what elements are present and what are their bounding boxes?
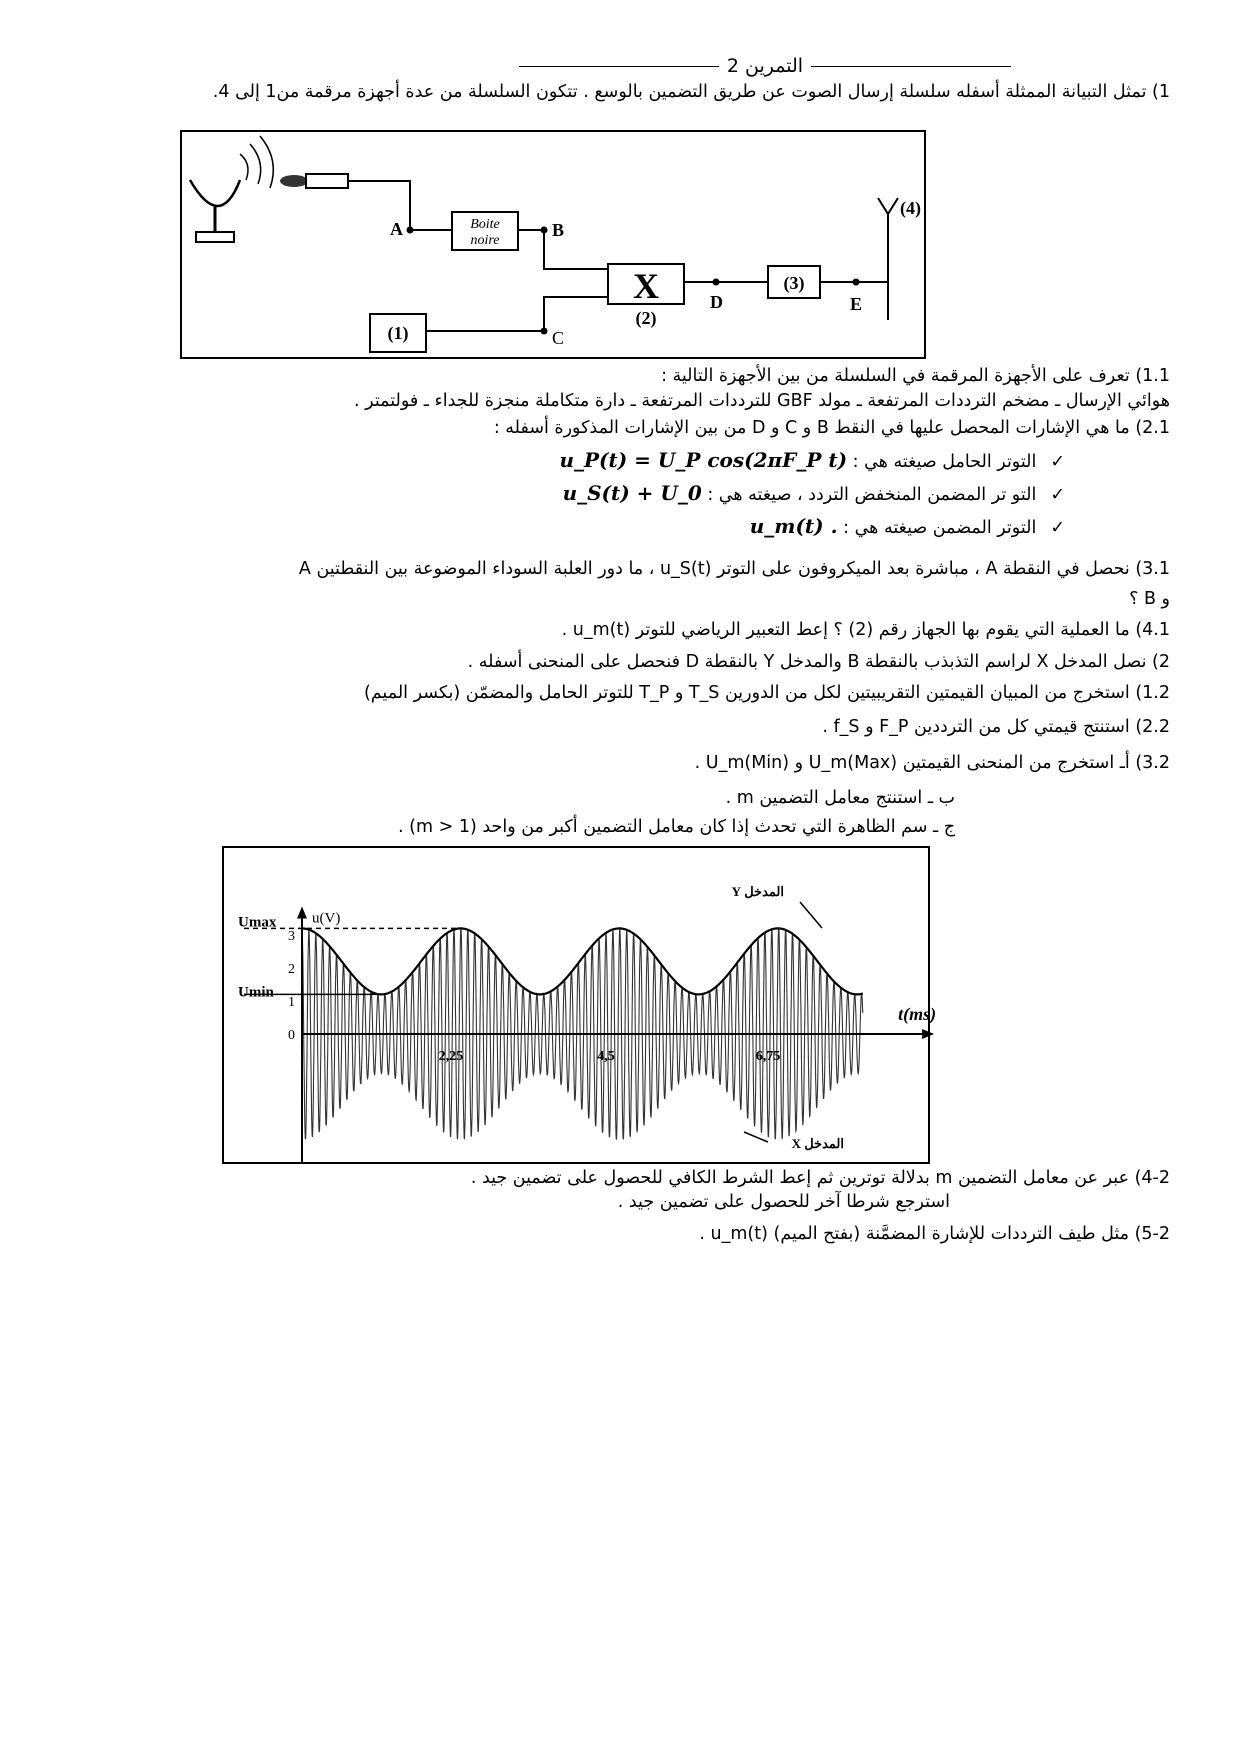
umax-label: Umax	[238, 914, 277, 931]
channel-y-arrow	[800, 902, 822, 928]
low-freq-formula: u_S(t) + U_0	[562, 481, 702, 505]
check-icon: ✓	[1050, 518, 1065, 538]
intro-text: 1) تمثل التبيانة الممثلة أسفله سلسلة إرسال الصوت عن طريق التضمين بالوسع . تتكون السلسلة من عدة أجهزة مرقمة من1 إلى 4.	[212, 82, 1170, 102]
y-tick-label-0: 0	[288, 1028, 295, 1043]
bullet-carrier	[70, 448, 1065, 474]
x-axis-label: t(ms)	[898, 1004, 937, 1024]
question-4-2-line-1: 4-2) عبر عن معامل التضمين m بدلالة توترين ثم إعط الشرط الكافي للحصول على تضمين جيد .	[470, 1168, 1170, 1188]
carrier-formula: u_P(t) = U_P cos(2πF_P t)	[559, 448, 848, 472]
node-D-label: D	[710, 292, 723, 312]
title-rule-left	[519, 66, 719, 67]
chart-axes	[244, 907, 937, 1165]
question-2-1: 2.1) ما هي الإشارات المحصل عليها في النقط B و C و D من بين الإشارات المذكورة أسفله :	[493, 418, 1170, 438]
part-2-intro: 2) نصل المدخل X لراسم التذبذب بالنقطة B والمدخل Y بالنقطة D فنحصل على المنحنى أسفله .	[467, 652, 1170, 672]
node-B-label: B	[552, 220, 565, 240]
question-3-2-c: ج ـ سم الظاهرة التي تحدث إذا كان معامل التضمين أكبر من واحد (m > 1) .	[398, 817, 955, 837]
device-2-label: (2)	[635, 308, 657, 328]
x-axis-arrow	[922, 1029, 934, 1039]
channel-x-arrow	[744, 1132, 768, 1142]
question-4-1: 4.1) ما العملية التي يقوم بها الجهاز رقم (2) ؟ إعط التعبير الرياضي للتوتر u_m(t) .	[561, 620, 1170, 640]
question-2-2: 2.2) استنتج قيمتي كل من الترددين F_P و f_S .	[822, 717, 1170, 737]
check-icon: ✓	[1050, 452, 1065, 472]
question-3-1-line-2: و B ؟	[1129, 589, 1170, 609]
device-4-label: (4)	[900, 198, 921, 218]
node-E-label: E	[850, 294, 863, 314]
antenna-icon	[878, 198, 898, 214]
x-tick-label-1: 2,25	[438, 1049, 464, 1064]
x-tick-label-2: 4,5	[597, 1049, 615, 1064]
oscilloscope-chart	[222, 846, 937, 1164]
bullet-modulated-text: التوتر المضمن صيغته هي :	[843, 518, 1037, 538]
y-tick-label-3: 3	[288, 929, 295, 944]
check-icon: ✓	[1050, 485, 1065, 505]
question-1-2: 1.2) استخرج من المبيان القيمتين التقريبيتين لكل من الدورين T_S و T_P للتوتر الحامل والمضمّن (بكسر الميم)	[363, 683, 1170, 703]
exercise-title	[470, 55, 1060, 77]
y-axis-label: u(V)	[312, 910, 341, 927]
umin-label: Umin	[238, 984, 274, 1001]
y-axis-arrow	[297, 907, 307, 919]
multiplier-symbol: X	[633, 266, 659, 306]
circuit-diagram	[180, 130, 926, 359]
device-1-label: (1)	[387, 323, 409, 343]
bullet-low-freq-text: التو تر المضمن المنخفض التردد ، صيغته هي :	[707, 485, 1037, 505]
bullet-modulated	[70, 514, 1065, 540]
question-3-1-line-1: 3.1) نحصل في النقطة A ، مباشرة بعد الميكروفون على التوتر u_S(t) ، ما دور العلبة السوداء الموضوعة بين النقطتين A	[298, 559, 1170, 579]
node-C-label: C	[552, 328, 565, 348]
title-text: التمرين 2	[726, 55, 804, 77]
dish-icon	[190, 180, 240, 242]
chart-svg	[224, 848, 937, 1162]
channel-y-label: المدخل Y	[731, 884, 784, 899]
black-box-label-1: Boite	[470, 217, 500, 232]
y-tick-label-2: 2	[288, 962, 295, 977]
question-1-1-list: هوائي الإرسال ـ مضخم الترددات المرتفعة ـ مولد GBF للترددات المرتفعة ـ دارة متكاملة منجزة للجداء ـ فولتمتر .	[354, 391, 1170, 411]
question-3-2-a: 3.2) أـ استخرج من المنحنى القيمتين U_m(Max) و U_m(Min) .	[694, 753, 1170, 773]
circuit-wires	[348, 181, 888, 331]
question-5-2: 5-2) مثل طيف الترددات للإشارة المضمَّنة (بفتح الميم) u_m(t) .	[699, 1224, 1170, 1244]
question-4-2-line-2: استرجع شرطا آخر للحصول على تضمين جيد .	[617, 1192, 950, 1212]
x-tick-label-3: 6,75	[755, 1049, 781, 1064]
bullet-low-freq	[70, 481, 1065, 507]
channel-x-label: المدخل X	[791, 1136, 844, 1151]
sound-waves-icon	[240, 136, 273, 188]
modulated-formula: u_m(t) .	[749, 514, 838, 538]
black-box-label-2: noire	[470, 233, 500, 248]
device-3-label: (3)	[783, 273, 805, 293]
y-tick-label-1: 1	[288, 995, 295, 1010]
bullet-carrier-text: التوتر الحامل صيغته هي :	[852, 452, 1037, 472]
question-1-1: 1.1) تعرف على الأجهزة المرقمة في السلسلة من بين الأجهزة التالية :	[661, 366, 1170, 386]
question-3-2-b: ب ـ استنتج معامل التضمين m .	[725, 788, 955, 808]
title-rule-right	[811, 66, 1011, 67]
microphone-icon	[280, 174, 348, 188]
node-A-label: A	[390, 219, 403, 239]
circuit-svg	[182, 132, 924, 357]
